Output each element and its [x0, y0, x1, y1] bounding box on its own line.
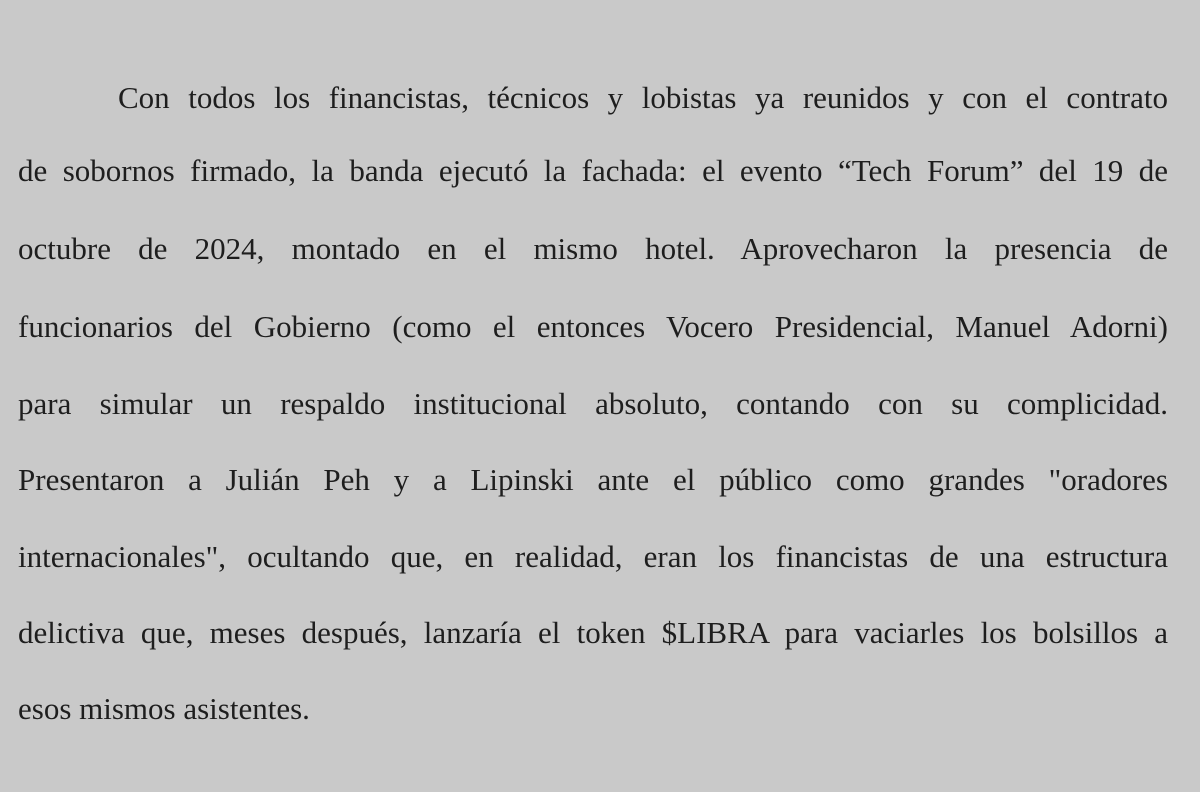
- paragraph-line-7: internacionales", ocultando que, en realidad, eran los financistas de una estructura: [18, 539, 1168, 574]
- paragraph-line-1: Con todos los financistas, técnicos y lobistas ya reunidos y con el contrato: [118, 80, 1168, 115]
- paragraph-line-9: esos mismos asistentes.: [18, 691, 310, 726]
- paragraph-line-4: funcionarios del Gobierno (como el entonces Vocero Presidencial, Manuel Adorni): [18, 309, 1168, 344]
- paragraph-line-6: Presentaron a Julián Peh y a Lipinski ante el público como grandes "oradores: [18, 462, 1168, 497]
- paragraph-line-5: para simular un respaldo institucional absoluto, contando con su complicidad.: [18, 386, 1168, 421]
- paragraph-line-3: octubre de 2024, montado en el mismo hotel. Aprovecharon la presencia de: [18, 231, 1168, 266]
- paragraph-line-2: de sobornos firmado, la banda ejecutó la fachada: el evento “Tech Forum” del 19 de: [18, 153, 1168, 188]
- paragraph-line-8: delictiva que, meses después, lanzaría el token $LIBRA para vaciarles los bolsillos a: [18, 615, 1168, 650]
